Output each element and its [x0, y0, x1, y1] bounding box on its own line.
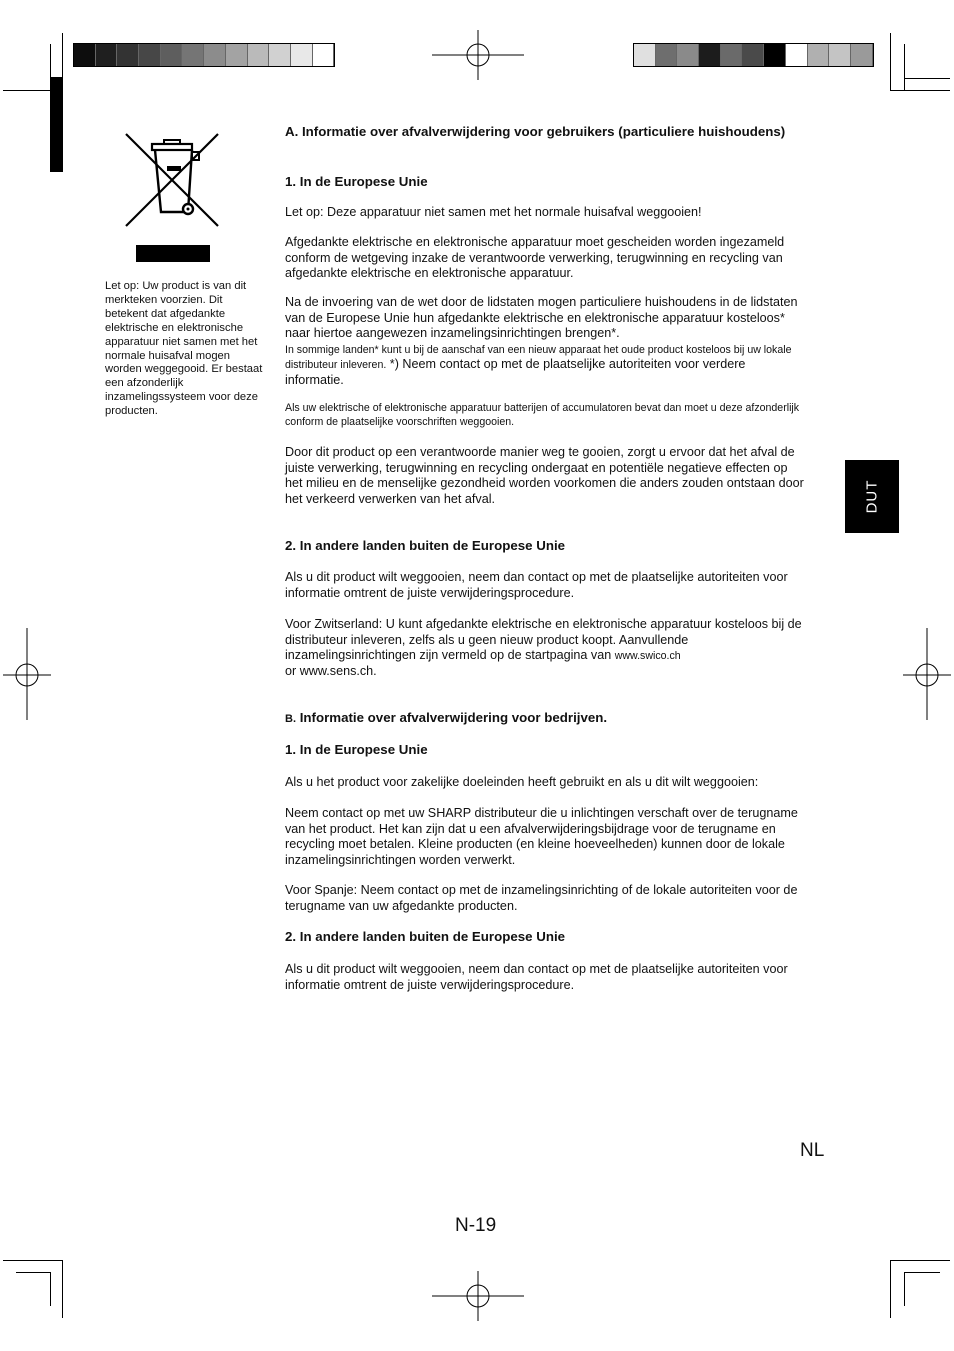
color-swatch — [742, 44, 764, 66]
bin-underline-bar — [136, 245, 210, 262]
registration-mark-top — [432, 30, 524, 80]
color-swatch-bar-right — [633, 43, 874, 67]
language-code: NL — [800, 1140, 825, 1161]
crop-mark — [50, 44, 51, 78]
section-a-eu-heading: 1. In de Europese Unie — [285, 174, 428, 189]
crop-mark — [890, 1260, 891, 1318]
section-a-other-heading: 2. In andere landen buiten de Europese Unie — [285, 538, 566, 553]
crop-mark — [904, 1272, 940, 1273]
color-swatch — [182, 44, 204, 66]
color-swatch — [248, 44, 270, 66]
registration-mark-left — [3, 628, 51, 720]
paragraph: Let op: Deze apparatuur niet samen met het normale huisafval weggooien! — [285, 205, 702, 219]
crop-mark — [890, 1260, 950, 1261]
language-tab-label: DUT — [863, 479, 881, 514]
color-swatch — [74, 44, 96, 66]
color-swatch — [786, 44, 808, 66]
crop-mark — [904, 78, 950, 79]
color-swatch — [829, 44, 851, 66]
paragraph: Voor Zwitserland: U kunt afgedankte elektrische en elektronische apparatuur kosteloos bij de distributeur inleveren, zelfs als u geen nieuw product koopt. Aanvullende inzamelingsinrichtingen zijn vermeld op de startpagina van www.swico.ch or www.sens.ch. — [285, 617, 805, 679]
language-tab — [845, 460, 899, 533]
color-swatch — [226, 44, 248, 66]
footnote-text: *) Neem contact op met de plaatselijke autoriteiten voor verdere informatie. — [285, 357, 746, 387]
color-swatch — [699, 44, 721, 66]
color-swatch — [721, 44, 743, 66]
crossed-out-wheelie-bin-icon — [122, 130, 222, 230]
color-swatch — [117, 44, 139, 66]
paragraph: Als uw elektrische of elektronische apparatuur batterijen of accumulatoren bevat dan moet u deze afzonderlijk conform de plaatselijke voorschriften weggooien. — [285, 402, 800, 428]
section-a-title: A. Informatie over afvalverwijdering voor gebruikers (particuliere huishoudens) — [285, 124, 786, 139]
color-swatch-bar-left — [73, 43, 335, 67]
paragraph: Als u dit product wilt weggooien, neem dan contact op met de plaatselijke autoriteiten voor informatie omtrent de juiste verwijderingsprocedure. — [285, 570, 788, 600]
color-swatch — [161, 44, 183, 66]
color-swatch — [139, 44, 161, 66]
sidebar-note: Let op: Uw product is van dit merkteken voorzien. Dit betekent dat afgedankte elektrische en elektronische apparatuur niet samen met het normale huisafval mogen worden weggegooid. Er bestaat een afzonderlijk inzamelingssysteem voor deze producten. — [105, 280, 263, 418]
small-print: In sommige landen* kunt u bij de aanschaf van een nieuw apparaat het oude product kosteloos bij uw lokale distributeur inleveren. — [285, 343, 792, 372]
color-swatch — [764, 44, 786, 66]
crop-mark — [16, 1272, 51, 1273]
paragraph: Na de invoering van de wet door de lidstaten mogen particuliere huishoudens in de lidstaten van de Europese Unie hun afgedankte elektrische en elektronische apparatuur kosteloos* naar hiertoe aangewezen inzamelingsinrichtingen brengen*. In sommige landen* kunt u bij de aanschaf van een nieuw apparaat het oude product kosteloos bij uw lokale distributeur inleveren. *) Neem contact op met de plaatselijke autoriteiten voor verdere informatie. — [285, 295, 798, 387]
paragraph: Als u het product voor zakelijke doeleinden heeft gebruikt en als u dit wilt weggooien: — [285, 775, 759, 789]
registration-mark-bottom — [432, 1271, 524, 1321]
color-swatch — [291, 44, 313, 66]
crop-mark — [3, 1260, 63, 1261]
paragraph: Afgedankte elektrische en elektronische apparatuur moet gescheiden worden ingezameld conform de wetgeving inzake de verantwoorde verwerking, terugwinning en recycling van afgedankte elektrische en elektronische apparatuur. — [285, 235, 785, 281]
section-b-title: B. Informatie over afvalverwijdering voor bedrijven. — [285, 710, 608, 725]
color-swatch — [851, 44, 873, 66]
registration-mark-right — [903, 628, 951, 720]
swico-link: www.swico.ch — [614, 650, 681, 663]
crop-mark — [904, 44, 905, 90]
color-swatch — [313, 44, 335, 66]
crop-mark — [904, 1272, 905, 1306]
color-swatch — [677, 44, 699, 66]
sens-link: or www.sens.ch. — [285, 663, 377, 678]
section-b-other-heading: 2. In andere landen buiten de Europese Unie — [285, 929, 566, 944]
color-swatch — [808, 44, 830, 66]
paragraph: Als u dit product wilt weggooien, neem dan contact op met de plaatselijke autoriteiten voor informatie omtrent de juiste verwijderingsprocedure. — [285, 962, 788, 992]
paragraph: Door dit product op een verantwoorde manier weg te gooien, zorgt u ervoor dat het afval de juiste verwerking, terugwinning en recycling ondergaat en potentiële negatieve effecten op het milieu en de menselijke gezondheid worden voorkomen die anders zouden ontstaan door het verkeerd verwerken van het afval. — [285, 445, 804, 506]
color-swatch — [269, 44, 291, 66]
crop-mark — [890, 90, 950, 91]
crop-mark — [62, 1260, 63, 1318]
color-swatch — [634, 44, 656, 66]
color-swatch — [656, 44, 678, 66]
crop-mark — [50, 1272, 51, 1306]
paragraph: Voor Spanje: Neem contact op met de inzamelingsinrichting of de lokale autoriteiten voor de terugname van uw afgedankte producten. — [285, 883, 798, 913]
color-swatch — [96, 44, 118, 66]
color-swatch — [204, 44, 226, 66]
section-b-eu-heading: 1. In de Europese Unie — [285, 742, 428, 757]
section-marker-bar — [50, 77, 63, 172]
crop-mark — [890, 33, 891, 91]
paragraph: Neem contact op met uw SHARP distributeur die u inlichtingen verschaft over de terugname van het product. Het kan zijn dat u een afvalverwijderingsbijdrage voor de terugname en recycling moet betalen. Kleine producten (en kleine hoeveelheden) kunnen door de lokale inzamelingsinrichtingen worden verwerkt. — [285, 806, 798, 867]
page-number: N-19 — [455, 1215, 497, 1236]
